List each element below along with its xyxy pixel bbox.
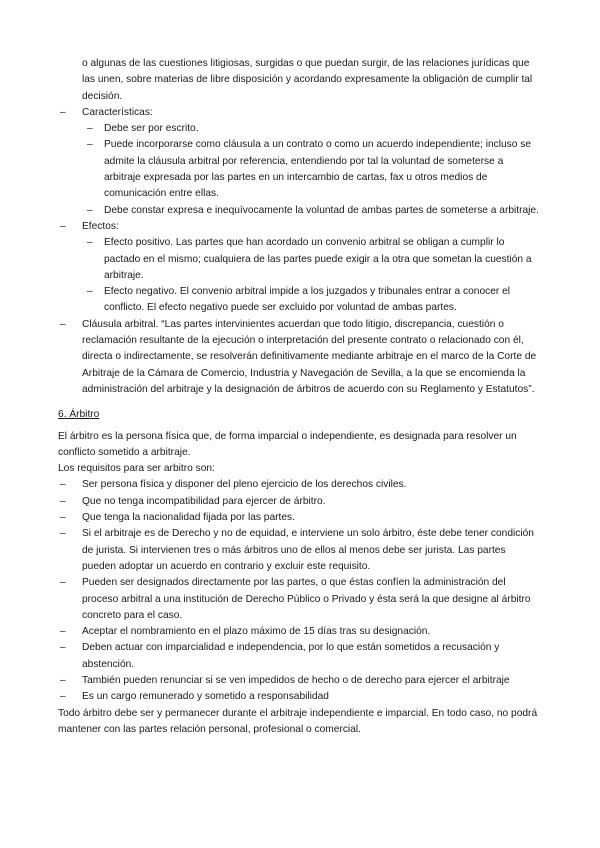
caracteristicas-label: Características: xyxy=(82,106,153,118)
bullet-dash: – xyxy=(87,139,93,151)
bullet-dash: – xyxy=(60,642,66,654)
list-item-efectos xyxy=(60,219,542,235)
requisito-text: Aceptar el nombramiento en el plazo máximo de 15 días tras su designación. xyxy=(82,626,431,638)
document-page xyxy=(0,56,600,738)
efectos-label: Efectos: xyxy=(82,220,119,232)
bullet-dash: – xyxy=(60,495,66,507)
requisito-text: Pueden ser designados directamente por las partes, o que éstas confíen la administración del proceso arbitral a una institución de Derecho Público o Privado y ésta será la que designe al árbitro concreto para el caso. xyxy=(82,577,531,621)
section-title: 6. Árbitro xyxy=(58,409,100,421)
requisitos-intro: Los requisitos para ser arbitro son: xyxy=(58,463,215,475)
caracteristica-text: Puede incorporarse como cláusula a un contrato o como un acuerdo independiente; incluso se admite la cláusula arbitral por referencia, entendiendo por tal la voluntad de someterse a arbitraje expresada por las partes en un intercambio de cartas, fax u otros medios de comunicación entre ellas. xyxy=(104,139,532,200)
bullet-dash: – xyxy=(87,237,93,249)
list-item xyxy=(87,137,542,202)
caracteristica-text: Debe ser por escrito. xyxy=(104,123,199,135)
requisito-text: Si el arbitraje es de Derecho y no de equidad, e interviene un solo árbitro, éste debe tener condición de jurista. Si intervienen tres o más árbitros uno de ellos al menos debe ser jurista. Las partes pueden adoptar un acuerdo en contrario y excluir este requisito. xyxy=(82,528,534,572)
efecto-text: Efecto positivo. Las partes que han acordado un convenio arbitral se obligan a cumplir lo pactado en el mismo; cualquiera de las partes puede exigir a la otra que sometan la cuestión a arbitraje. xyxy=(104,237,532,281)
intro-continuation: o algunas de las cuestiones litigiosas, surgidas o que puedan surgir, de las relaciones jurídicas que las unen, sobre materias de libre disposición y acordando expresamente la obligación de cumplir tal decisión. xyxy=(82,58,533,102)
definition-paragraph: El árbitro es la persona física que, de forma imparcial o independiente, es designada para resolver un conflicto sometido a arbitraje. xyxy=(58,430,517,458)
requisito-text: También pueden renunciar si se ven impedidos de hecho o de derecho para ejercer el arbitraje xyxy=(82,674,510,686)
list-item xyxy=(60,526,542,575)
efecto-text: Efecto negativo. El convenio arbitral impide a los juzgados y tribunales entrar a conocer el conflicto. El efecto negativo puede ser excluido por voluntad de ambas partes. xyxy=(104,286,511,314)
bullet-dash: – xyxy=(87,286,93,298)
bullet-dash: – xyxy=(60,691,66,703)
list-item-clausula xyxy=(60,317,542,398)
caracteristica-text: Debe constar expresa e inequívocamente la voluntad de ambas partes de someterse a arbitraje. xyxy=(104,204,539,216)
list-item xyxy=(87,203,542,219)
list-item xyxy=(60,624,542,640)
list-item xyxy=(60,640,542,673)
list-item xyxy=(60,494,542,510)
bullet-dash: – xyxy=(87,123,93,135)
requisito-text: Deben actuar con imparcialidad e independencia, por lo que están sometidos a recusación y abstención. xyxy=(82,642,500,670)
requisito-text: Que no tenga incompatibilidad para ejercer de árbitro. xyxy=(82,495,326,507)
bullet-dash: – xyxy=(87,204,93,216)
closing-paragraph: Todo árbitro debe ser y permanecer durante el arbitraje independiente e imparcial. En todo caso, no podrá mantener con las partes relación personal, profesional o comercial. xyxy=(58,707,538,735)
list-item xyxy=(60,510,542,526)
clausula-text: Cláusula arbitral. “Las partes intervinientes acuerdan que todo litigio, discrepancia, cuestión o reclamación resultante de la ejecución o interpretación del presente contrato o relacionado con él, directa o indirectamente, se resolverán definitivamente mediante arbitraje en el marco de la Corte de Arbitraje de la Cámara de Comercio, Industria y Navegación de Sevilla, a la que se encomienda la administración del arbitraje y la designación de árbitros de acuerdo con su Reglamento y Estatutos”. xyxy=(82,318,537,395)
list-item-caracteristicas xyxy=(60,105,542,121)
bullet-dash: – xyxy=(60,528,66,540)
bullet-dash: – xyxy=(60,479,66,491)
list-item xyxy=(60,689,542,705)
requisito-text: Ser persona física y disponer del pleno ejercicio de los derechos civiles. xyxy=(82,479,407,491)
list-item xyxy=(60,477,542,493)
requisito-text: Que tenga la nacionalidad fijada por las partes. xyxy=(82,512,295,524)
bullet-dash: – xyxy=(60,626,66,638)
list-item xyxy=(87,121,542,137)
list-item xyxy=(60,575,542,624)
bullet-dash: – xyxy=(60,512,66,524)
list-item xyxy=(60,673,542,689)
bullet-dash: – xyxy=(60,318,66,330)
list-item xyxy=(87,235,542,284)
bullet-dash: – xyxy=(60,106,66,118)
bullet-dash: – xyxy=(60,577,66,589)
bullet-dash: – xyxy=(60,220,66,232)
list-item xyxy=(87,284,542,317)
requisito-text: Es un cargo remunerado y sometido a responsabilidad xyxy=(82,691,329,703)
bullet-dash: – xyxy=(60,674,66,686)
